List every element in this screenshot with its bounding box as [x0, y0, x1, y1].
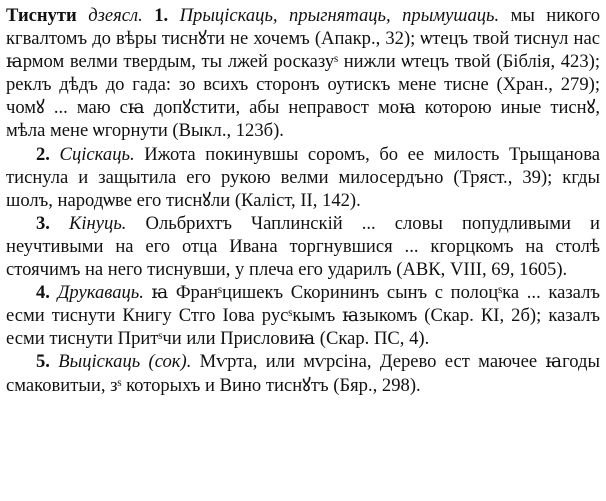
sense-number: 2. — [36, 143, 50, 165]
sense-gloss: Прыціскаць, прыгнятаць, прымушаць. — [179, 5, 500, 26]
sense-gloss: Кінуць. — [69, 212, 127, 234]
part-of-speech: дзеясл. — [88, 5, 143, 26]
sense-citations: Мѵрта, или мѵрсіна, Дерево ест маючее ꙗгоды смаковитыи, зˢ которыхъ и Вино тиснꙋтъ (Бяр., 298). — [6, 351, 601, 396]
sense-gloss: Друкаваць. — [57, 282, 144, 304]
headword: Тиснути — [6, 5, 77, 26]
sense-number: 5. — [36, 351, 50, 373]
sense-citations: Ольбрихтъ Чаплинскій ... словы попудливыми и неучтивыми на его отца Ивана торгнувшися ... кгорцкомъ на столѣ стоячимъ на него тиснувши, у плеча его ударилъ (АВК, VIII, 69, 1605). — [6, 212, 600, 281]
sense-number: 4. — [36, 282, 50, 304]
sense-citations: мы никого кгвалтомъ до вѣры тиснꙋти не хочемъ (Апакр., 32); ѡтецъ твой тиснул нас ꙗрмом велми твердым, ты лжей росказуˢ нижли ѡтецъ твой (Біблія, 423); реклъ дѣдъ до гада: зо всихъ сторонъ оутискъ мене тисне (Хран., 279); чомꙋ ... маю сꙗ допꙋстити, абы неправост моꙗ которою иные тиснꙋ, мѣла мене ѡгорнути (Выкл., 123б). — [6, 5, 601, 142]
sense-1 — [6, 4, 600, 143]
sense-number: 3. — [36, 212, 50, 234]
sense-number: 1. — [154, 5, 169, 26]
sense-citations: Ижота покинувшы соромъ, бо ее милость Трыщанова тиснула и защытила его рукою велми милосердъно (Тряст., 39); кгды шолъ, народѡве его тиснꙋли (Каліст, II, 142). — [6, 143, 600, 211]
sense-citations: ꙗ Франˢцишекъ Скорининъ сынъ с полоцˢка ... казалъ есми тиснути Книгу Стго Іова русˢкымъ ꙗзыкомъ (Скар. КІ, 2б); казалъ есми тиснути Притˢчи или Присловиꙗ (Скар. ПС, 4). — [6, 282, 600, 350]
sense-4 — [6, 281, 600, 350]
sense-gloss: Сціскаць. — [59, 143, 135, 165]
sense-2 — [6, 143, 600, 212]
sense-3 — [6, 212, 600, 281]
sense-gloss: Выціскаць (сок). — [58, 351, 192, 373]
sense-5 — [6, 350, 600, 396]
